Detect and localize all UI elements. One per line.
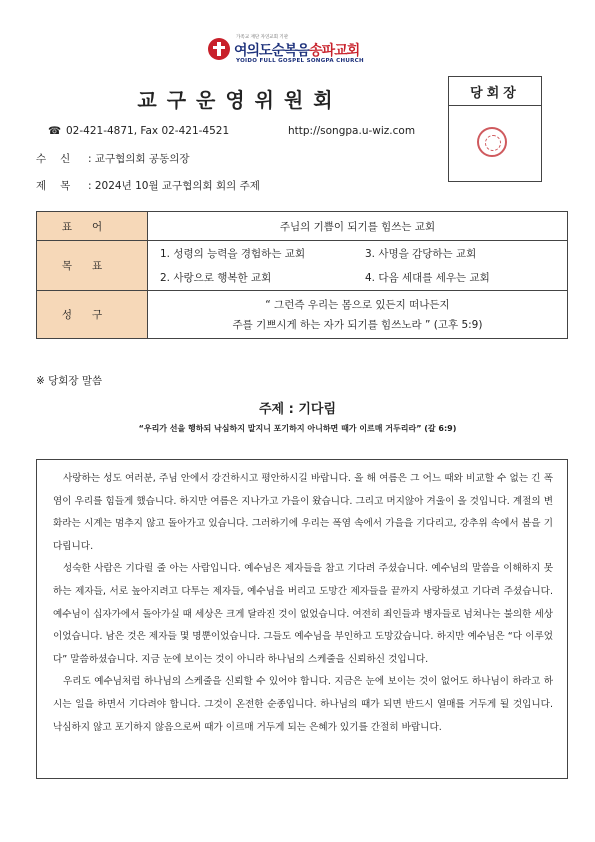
contact-line bbox=[48, 125, 416, 137]
pastor-message-note: ※ 당회장 말씀 bbox=[36, 375, 103, 387]
message-body bbox=[36, 459, 568, 779]
subject-value: : 2024년 10월 교구협의회 회의 주제 bbox=[88, 180, 260, 192]
recipient-value: : 교구협의회 공동의장 bbox=[88, 153, 190, 165]
goals-row bbox=[37, 241, 568, 291]
recipient-row bbox=[36, 151, 190, 166]
goal-item: 3. 사명을 감당하는 교회 bbox=[365, 248, 477, 260]
message-paragraph: 사랑하는 성도 여러분, 주님 안에서 강건하시고 평안하시길 바랍니다. 올 해 여름은 그 어느 때와 비교할 수 없는 긴 폭염이 우리를 힘들게 했습니다. 하지만 여름은 지나가고 가을이 왔습니다. 그리고 머지않아 겨울이 올 것입니다. 계절의 변화라는 시계는 멈추지 않고 돌아가고 있습니다. 그러하기에 우리는 폭염 속에서 가을을 기다리고, 강추위 속에서 봄을 기다립니다. bbox=[53, 473, 553, 552]
message-verse: “우리가 선을 행하되 낙심하지 말지니 포기하지 아니하면 때가 이르매 거두리라” (갈 6:9) bbox=[138, 424, 457, 433]
subject-label: 제목 bbox=[36, 180, 85, 192]
verse-line-1: “ 그런즉 우리는 몸으로 있든지 떠나든지 bbox=[265, 298, 450, 311]
vision-table bbox=[36, 211, 568, 339]
church-name-english: YOIDO FULL GOSPEL SONGPA CHURCH bbox=[236, 58, 364, 64]
website-url[interactable]: http://songpa.u-wiz.com bbox=[288, 125, 416, 137]
goals-label: 목표 bbox=[37, 241, 148, 291]
phone-fax: 02-421-4871, Fax 02-421-4521 bbox=[66, 125, 230, 137]
logo-tagline: 가족교 재단 자연교회 기관 bbox=[236, 35, 289, 40]
goal-item: 1. 성령의 능력을 경험하는 교회 bbox=[160, 248, 306, 260]
recipient-label: 수신 bbox=[36, 153, 85, 165]
church-name-right: 송파교회 bbox=[309, 43, 360, 59]
phone-icon: ☎ bbox=[48, 125, 62, 137]
goal-item: 4. 다음 세대를 세우는 교회 bbox=[365, 272, 490, 284]
seal-stamp-icon bbox=[477, 127, 507, 157]
verse-label: 성구 bbox=[37, 291, 148, 339]
message-title: 주제 : 기다림 bbox=[258, 402, 337, 417]
church-logo bbox=[208, 34, 388, 68]
verse-cell bbox=[148, 291, 568, 339]
goals-cell bbox=[148, 241, 568, 291]
church-emblem-icon bbox=[208, 38, 230, 60]
document-title: 교구운영위원회 bbox=[137, 88, 343, 112]
goal-item: 2. 사랑으로 행복한 교회 bbox=[160, 272, 272, 284]
approval-label: 당회장 bbox=[449, 77, 541, 106]
message-paragraph: 성숙한 사람은 기다릴 줄 아는 사람입니다. 예수님은 제자들을 참고 기다려 주셨습니다. 예수님의 말씀을 이해하지 못하는 제자들, 서로 높아지려고 다투는 제자들, 예수님을 버리고 도망간 제자들을 끝까지 사랑하셨고 기다려 주셨습니다. 예수님이 십자가에서 돌아가실 때 세상은 크게 달라진 것이 없었습니다. 여전히 죄인들과 병자들로 넘쳐나는 불의한 세상이었습니다. 남은 것은 제자들 몇 명뿐이었습니다. 그들도 예수님을 부인하고 도망갔습니다. 하지만 예수님은 “다 이루었다” 말씀하셨습니다. 지금 눈에 보이는 것이 아니라 하나님의 스케줄을 신뢰하신 것입니다. bbox=[53, 563, 553, 665]
message-paragraph: 우리도 예수님처럼 하나님의 스케줄을 신뢰할 수 있어야 합니다. 지금은 눈에 보이는 것이 없어도 하나님이 하라고 하시는 일을 하면서 기다려야 합니다. 그것이 온전한 순종입니다. 하나님의 때가 되면 반드시 열매를 거두게 될 것입니다. 낙심하지 않고 포기하지 않음으로써 때가 이르매 거두게 되는 은혜가 있기를 간절히 바랍니다. bbox=[53, 676, 553, 733]
verse-line-2: 주를 기쁘시게 하는 자가 되기를 힘쓰노라 ” (고후 5:9) bbox=[232, 318, 483, 331]
subject-row bbox=[36, 178, 260, 193]
motto-label: 표어 bbox=[37, 212, 148, 241]
approval-box bbox=[448, 76, 542, 182]
motto-value: 주님의 기쁨이 되기를 힘쓰는 교회 bbox=[148, 212, 568, 241]
motto-row bbox=[37, 212, 568, 241]
church-name-left: 여의도순복음 bbox=[234, 43, 310, 59]
church-name bbox=[234, 40, 359, 60]
verse-row bbox=[37, 291, 568, 339]
